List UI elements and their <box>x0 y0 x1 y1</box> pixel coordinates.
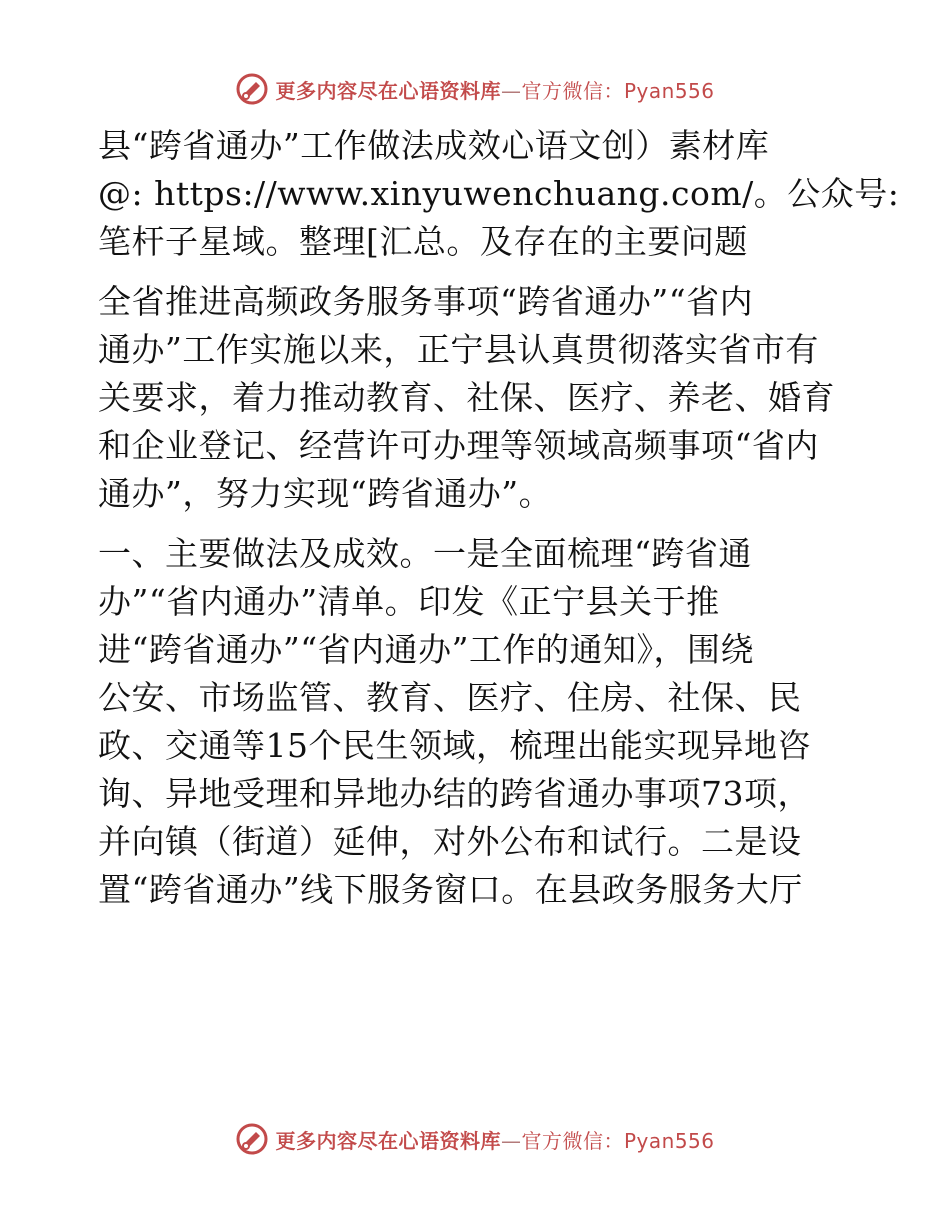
text-line: 通办”，努力实现“跨省通办”。 <box>98 474 553 513</box>
text-line: @: https://www.xinyuwenchuang.com/。公众号: <box>98 174 900 213</box>
text-line: 置“跨省通办”线下服务窗口。在县政务服务大厅 <box>98 870 803 909</box>
paragraph-gap <box>98 518 858 530</box>
watermark-dash: — <box>500 78 522 103</box>
page-footer-watermark <box>0 1122 950 1156</box>
text-line: 政、交通等15个民生领域，梳理出能实现异地咨 <box>98 726 811 765</box>
text-line: 办”“省内通办”清单。印发《正宁县关于推 <box>98 582 720 621</box>
header-watermark-text <box>275 75 714 104</box>
text-line: 询、异地受理和异地办结的跨省通办事项73项， <box>98 774 811 813</box>
watermark-brand: 更多内容尽在心语资料库 <box>275 78 501 103</box>
watermark-dash: — <box>500 1128 522 1153</box>
text-line: 和企业登记、经营许可办理等领域高频事项“省内 <box>98 426 819 465</box>
watermark-handle: Pyan556 <box>623 78 715 103</box>
document-body <box>98 122 900 914</box>
text-line: 并向镇（街道）延伸，对外公布和试行。二是设 <box>98 822 802 861</box>
text-line: 全省推进高频政务服务事项“跨省通办”“省内 <box>98 282 754 321</box>
text-line: 一、主要做法及成效。一是全面梳理“跨省通 <box>98 534 752 573</box>
footer-watermark-text <box>275 1125 714 1154</box>
watermark-brand: 更多内容尽在心语资料库 <box>275 1128 501 1153</box>
watermark-wechat-label: 官方微信： <box>521 78 624 103</box>
text-line: 笔杆子星域。整理[汇总。及存在的主要问题 <box>98 222 748 261</box>
brand-logo-icon <box>235 72 269 106</box>
page-header-watermark <box>0 72 950 106</box>
watermark-wechat-label: 官方微信： <box>521 1128 624 1153</box>
text-line: 进“跨省通办”“省内通办”工作的通知》，围绕 <box>98 630 754 669</box>
text-line: 通办”工作实施以来，正宁县认真贯彻落实省市有 <box>98 330 819 369</box>
text-line: 县“跨省通办”工作做法成效心语文创）素材库 <box>98 126 770 165</box>
brand-logo-icon <box>235 1122 269 1156</box>
text-line: 公安、市场监管、教育、医疗、住房、社保、民 <box>98 678 802 717</box>
watermark-handle: Pyan556 <box>623 1128 715 1153</box>
paragraph-gap <box>98 266 858 278</box>
text-line: 关要求，着力推动教育、社保、医疗、养老、婚育 <box>98 378 835 417</box>
